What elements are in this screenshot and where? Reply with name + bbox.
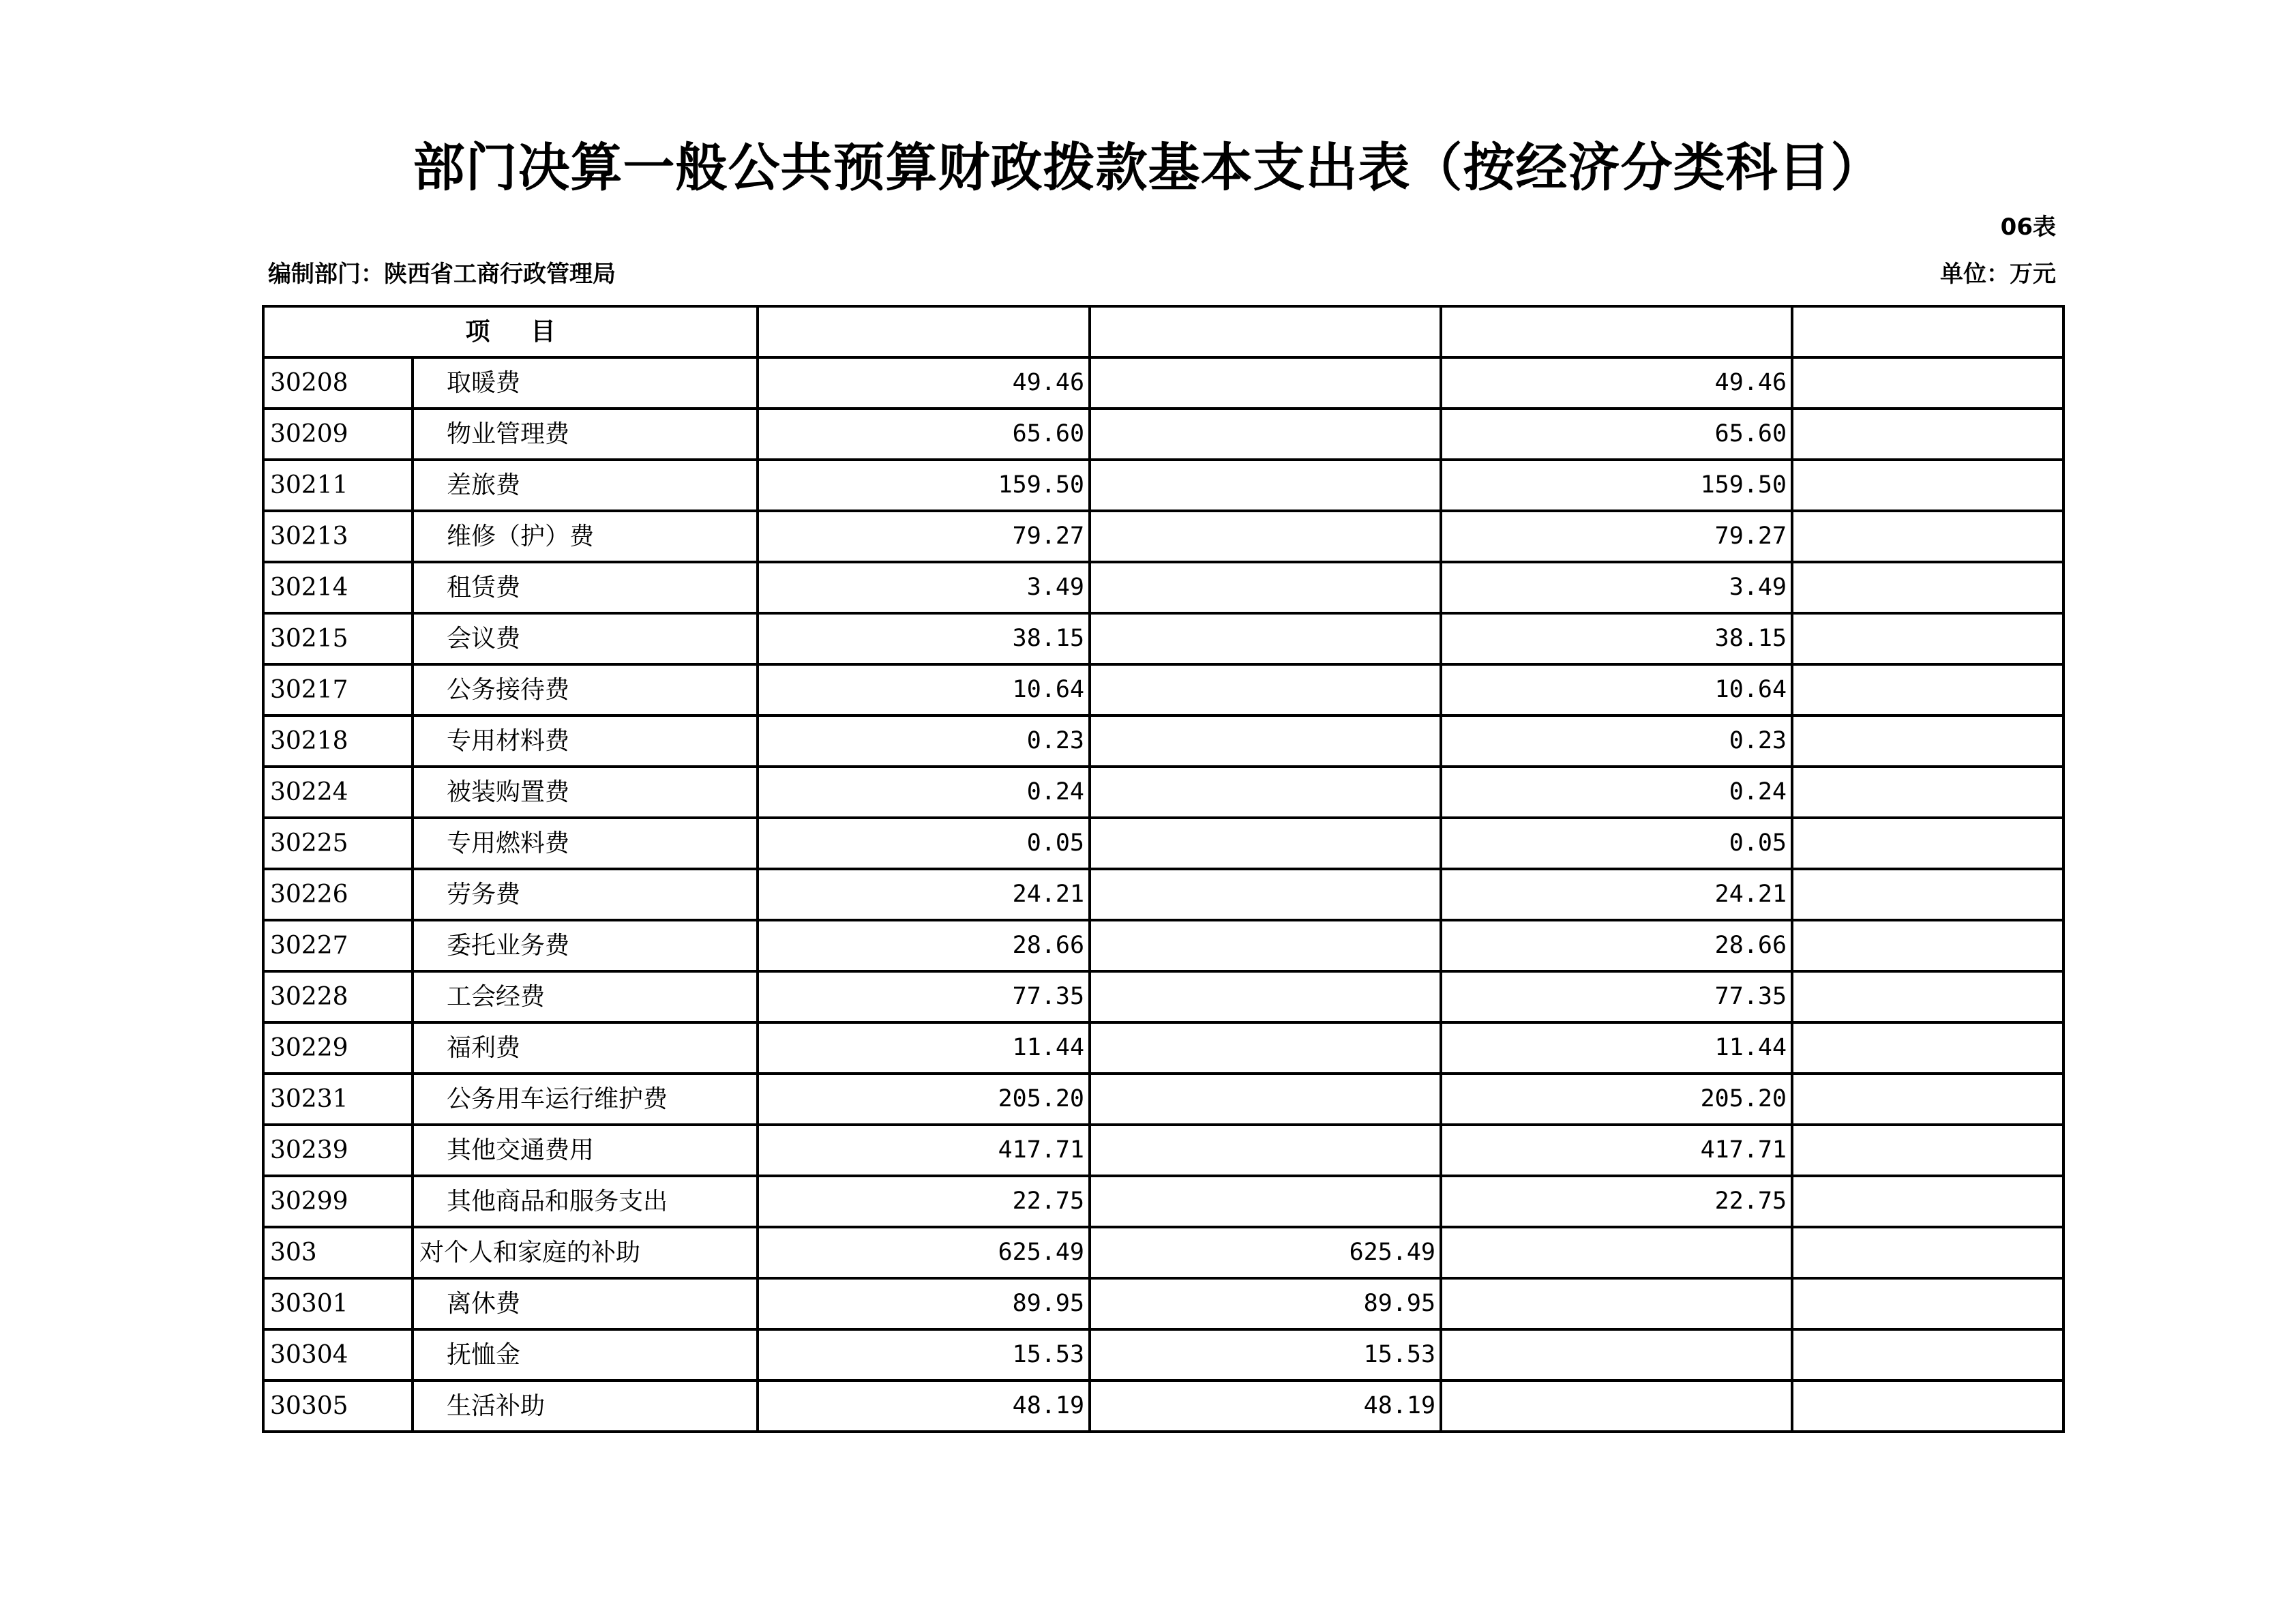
cell-name: 生活补助 — [413, 1381, 758, 1432]
cell-name: 其他交通费用 — [413, 1125, 758, 1176]
cell-personnel — [1090, 920, 1441, 971]
cell-public: 205.20 — [1441, 1074, 1792, 1125]
table-row — [263, 562, 2063, 613]
cell-total: 0.05 — [758, 818, 1090, 869]
cell-public: 24.21 — [1441, 869, 1792, 920]
cell-code: 30229 — [263, 1022, 413, 1074]
cell-public: 417.71 — [1441, 1125, 1792, 1176]
cell-code: 30224 — [263, 767, 413, 818]
table-row — [263, 511, 2063, 562]
cell-name: 工会经费 — [413, 971, 758, 1022]
cell-personnel — [1090, 971, 1441, 1022]
cell-total: 159.50 — [758, 460, 1090, 511]
cell-other — [1792, 767, 2063, 818]
cell-public — [1441, 1227, 1792, 1278]
cell-personnel — [1090, 818, 1441, 869]
cell-personnel: 625.49 — [1090, 1227, 1441, 1278]
header-col-4 — [1441, 306, 1792, 357]
cell-name: 取暖费 — [413, 357, 758, 409]
cell-name: 抚恤金 — [413, 1329, 758, 1381]
cell-name: 对个人和家庭的补助 — [413, 1227, 758, 1278]
cell-other — [1792, 1022, 2063, 1074]
table-row — [263, 1329, 2063, 1381]
cell-total: 3.49 — [758, 562, 1090, 613]
cell-other — [1792, 511, 2063, 562]
cell-other — [1792, 1278, 2063, 1329]
cell-name: 物业管理费 — [413, 409, 758, 460]
table-row — [263, 869, 2063, 920]
cell-total: 22.75 — [758, 1176, 1090, 1227]
cell-code: 30226 — [263, 869, 413, 920]
cell-total: 11.44 — [758, 1022, 1090, 1074]
cell-other — [1792, 1329, 2063, 1381]
header-item: 项目 — [263, 306, 758, 357]
cell-name: 专用燃料费 — [413, 818, 758, 869]
cell-public: 28.66 — [1441, 920, 1792, 971]
cell-personnel — [1090, 1176, 1441, 1227]
cell-personnel — [1090, 767, 1441, 818]
cell-public — [1441, 1381, 1792, 1432]
table-row — [263, 920, 2063, 971]
cell-other — [1792, 715, 2063, 767]
cell-personnel — [1090, 613, 1441, 664]
cell-public: 159.50 — [1441, 460, 1792, 511]
cell-other — [1792, 1125, 2063, 1176]
cell-personnel — [1090, 1074, 1441, 1125]
cell-code: 30215 — [263, 613, 413, 664]
cell-name: 其他商品和服务支出 — [413, 1176, 758, 1227]
cell-personnel: 48.19 — [1090, 1381, 1441, 1432]
table-row — [263, 767, 2063, 818]
cell-other — [1792, 613, 2063, 664]
cell-other — [1792, 920, 2063, 971]
form-number: 06表 — [2000, 213, 2056, 241]
table-row — [263, 971, 2063, 1022]
table-row — [263, 409, 2063, 460]
header-col-5 — [1792, 306, 2063, 357]
table-row — [263, 1022, 2063, 1074]
cell-code: 303 — [263, 1227, 413, 1278]
table-row — [263, 1176, 2063, 1227]
cell-total: 205.20 — [758, 1074, 1090, 1125]
cell-other — [1792, 869, 2063, 920]
cell-name: 租赁费 — [413, 562, 758, 613]
cell-public: 65.60 — [1441, 409, 1792, 460]
cell-public: 11.44 — [1441, 1022, 1792, 1074]
cell-public: 49.46 — [1441, 357, 1792, 409]
table-row — [263, 357, 2063, 409]
table-row — [263, 1278, 2063, 1329]
cell-total: 0.23 — [758, 715, 1090, 767]
cell-total: 77.35 — [758, 971, 1090, 1022]
cell-code: 30217 — [263, 664, 413, 715]
cell-total: 15.53 — [758, 1329, 1090, 1381]
cell-code: 30227 — [263, 920, 413, 971]
cell-personnel — [1090, 511, 1441, 562]
cell-personnel — [1090, 562, 1441, 613]
cell-other — [1792, 1176, 2063, 1227]
cell-total: 417.71 — [758, 1125, 1090, 1176]
department-label: 编制部门：陕西省工商行政管理局 — [268, 261, 616, 288]
cell-total: 79.27 — [758, 511, 1090, 562]
cell-public: 10.64 — [1441, 664, 1792, 715]
cell-code: 30299 — [263, 1176, 413, 1227]
cell-name: 委托业务费 — [413, 920, 758, 971]
cell-code: 30225 — [263, 818, 413, 869]
expenditure-table — [262, 305, 2065, 1433]
cell-public: 38.15 — [1441, 613, 1792, 664]
header-row — [263, 306, 2063, 357]
cell-personnel — [1090, 869, 1441, 920]
cell-total: 89.95 — [758, 1278, 1090, 1329]
cell-name: 被装购置费 — [413, 767, 758, 818]
cell-code: 30213 — [263, 511, 413, 562]
cell-personnel — [1090, 1125, 1441, 1176]
cell-public: 79.27 — [1441, 511, 1792, 562]
cell-other — [1792, 1227, 2063, 1278]
cell-public: 77.35 — [1441, 971, 1792, 1022]
cell-name: 公务接待费 — [413, 664, 758, 715]
cell-total: 10.64 — [758, 664, 1090, 715]
cell-total: 38.15 — [758, 613, 1090, 664]
cell-total: 65.60 — [758, 409, 1090, 460]
cell-personnel: 15.53 — [1090, 1329, 1441, 1381]
cell-code: 30301 — [263, 1278, 413, 1329]
cell-name: 劳务费 — [413, 869, 758, 920]
cell-name: 公务用车运行维护费 — [413, 1074, 758, 1125]
cell-personnel: 89.95 — [1090, 1278, 1441, 1329]
table-row — [263, 613, 2063, 664]
header-col-3 — [1090, 306, 1441, 357]
cell-code: 30211 — [263, 460, 413, 511]
cell-other — [1792, 1381, 2063, 1432]
header-col-2 — [758, 306, 1090, 357]
cell-personnel — [1090, 715, 1441, 767]
cell-personnel — [1090, 409, 1441, 460]
cell-public: 0.23 — [1441, 715, 1792, 767]
cell-total: 24.21 — [758, 869, 1090, 920]
table-body — [263, 306, 2063, 1432]
cell-total: 48.19 — [758, 1381, 1090, 1432]
cell-code: 30304 — [263, 1329, 413, 1381]
table-row — [263, 1074, 2063, 1125]
table-row — [263, 664, 2063, 715]
cell-public — [1441, 1278, 1792, 1329]
cell-other — [1792, 409, 2063, 460]
cell-public: 0.05 — [1441, 818, 1792, 869]
cell-code: 30305 — [263, 1381, 413, 1432]
cell-personnel — [1090, 664, 1441, 715]
cell-code: 30228 — [263, 971, 413, 1022]
cell-total: 0.24 — [758, 767, 1090, 818]
cell-other — [1792, 460, 2063, 511]
cell-name: 会议费 — [413, 613, 758, 664]
table-row — [263, 460, 2063, 511]
cell-code: 30239 — [263, 1125, 413, 1176]
cell-other — [1792, 562, 2063, 613]
cell-public: 3.49 — [1441, 562, 1792, 613]
cell-code: 30209 — [263, 409, 413, 460]
table-row — [263, 818, 2063, 869]
cell-other — [1792, 818, 2063, 869]
cell-code: 30214 — [263, 562, 413, 613]
table-row — [263, 1125, 2063, 1176]
cell-name: 维修（护）费 — [413, 511, 758, 562]
cell-total: 625.49 — [758, 1227, 1090, 1278]
cell-personnel — [1090, 460, 1441, 511]
cell-other — [1792, 971, 2063, 1022]
cell-name: 专用材料费 — [413, 715, 758, 767]
cell-name: 差旅费 — [413, 460, 758, 511]
cell-other — [1792, 664, 2063, 715]
cell-other — [1792, 357, 2063, 409]
cell-code: 30208 — [263, 357, 413, 409]
table-row — [263, 1381, 2063, 1432]
cell-other — [1792, 1074, 2063, 1125]
cell-code: 30231 — [263, 1074, 413, 1125]
table-row — [263, 1227, 2063, 1278]
unit-label: 单位：万元 — [1940, 261, 2056, 288]
cell-public: 22.75 — [1441, 1176, 1792, 1227]
cell-name: 福利费 — [413, 1022, 758, 1074]
cell-personnel — [1090, 1022, 1441, 1074]
table-row — [263, 715, 2063, 767]
page-title: 部门决算一般公共预算财政拨款基本支出表（按经济分类科目） — [413, 137, 1883, 198]
cell-total: 28.66 — [758, 920, 1090, 971]
cell-public: 0.24 — [1441, 767, 1792, 818]
cell-public — [1441, 1329, 1792, 1381]
cell-name: 离休费 — [413, 1278, 758, 1329]
cell-personnel — [1090, 357, 1441, 409]
cell-code: 30218 — [263, 715, 413, 767]
cell-total: 49.46 — [758, 357, 1090, 409]
